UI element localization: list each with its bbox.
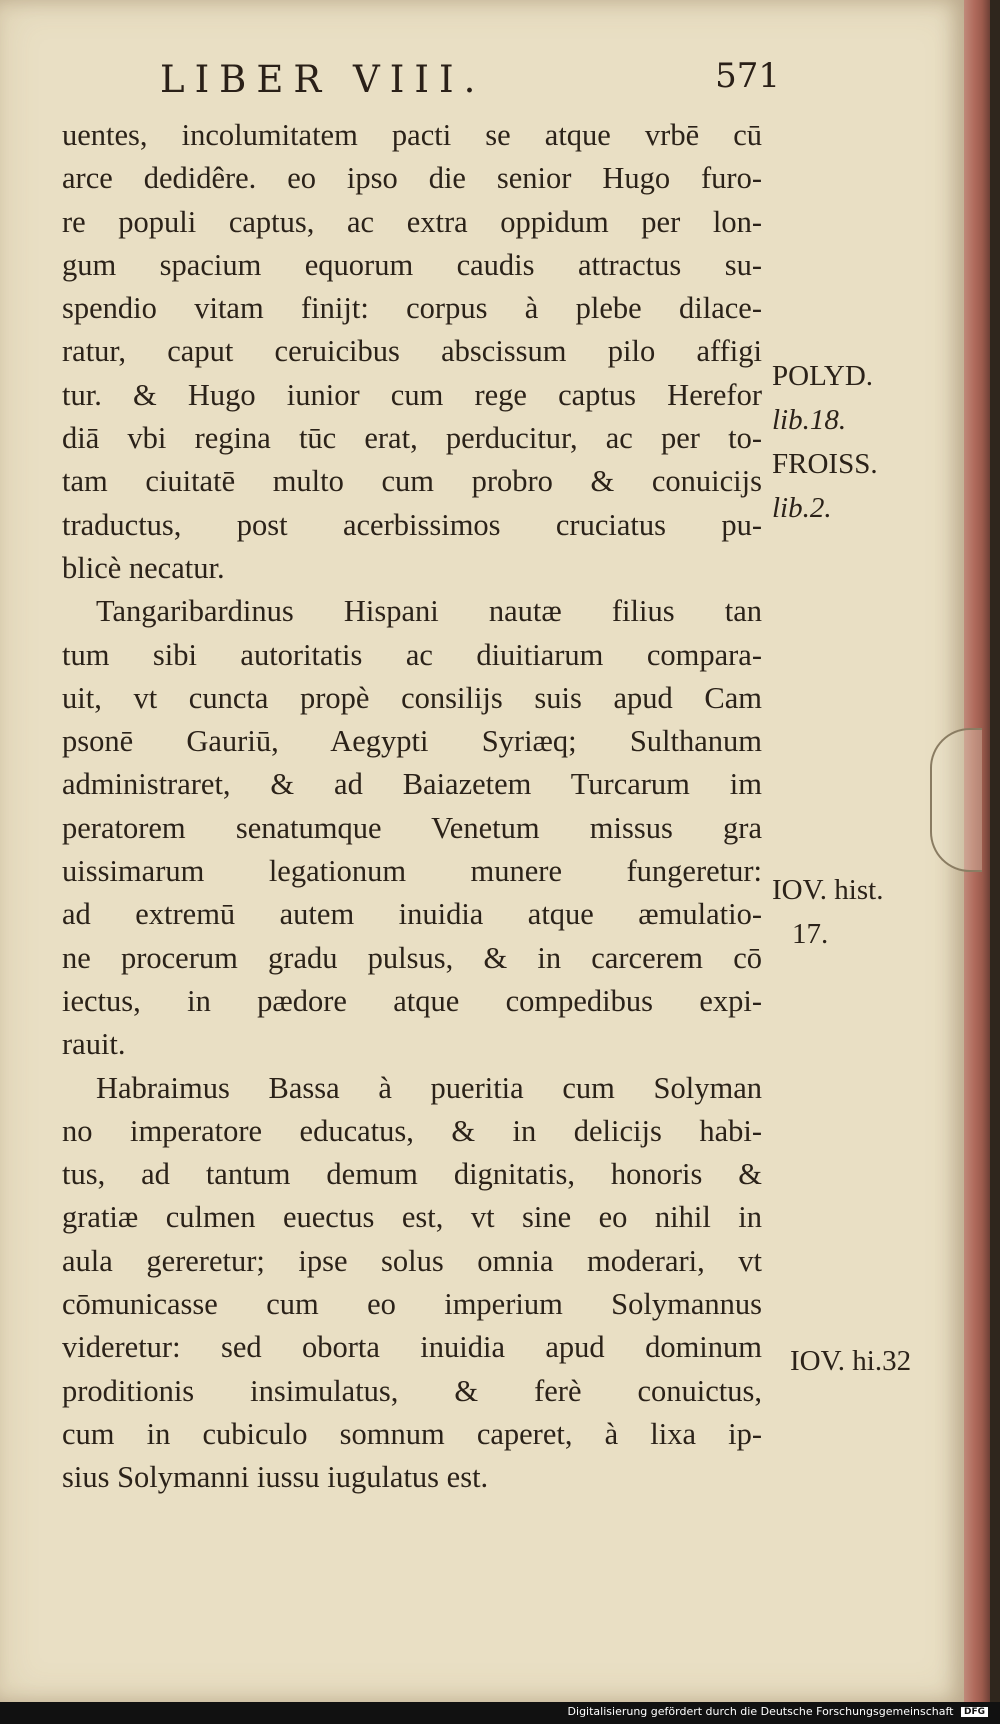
text-line: Habraimus Bassa à pueritia cum Solyman bbox=[96, 1070, 762, 1105]
bookmark-tab bbox=[930, 728, 982, 872]
text-line: arce dedidêre. eo ipso die senior Hugo furo- bbox=[62, 161, 762, 196]
margin-note-iov-hi32: IOV. hi.32 bbox=[790, 1345, 912, 1377]
margin-note-lib2: lib.2. bbox=[772, 492, 832, 524]
footer-credit bbox=[568, 1705, 988, 1721]
footer-credit-text: Digitalisierung gefördert durch die Deutsche Forschungsgemeinschaft bbox=[567, 1705, 954, 1718]
text-line: no imperatore educatus, & in delicijs habi- bbox=[62, 1113, 762, 1148]
text-line: tur. & Hugo iunior cum rege captus Herefor bbox=[62, 377, 762, 412]
text-line: diā vbi regina tūc erat, perducitur, ac per to- bbox=[62, 421, 762, 456]
margin-note-lib18: lib.18. bbox=[772, 404, 847, 436]
text-line: proditionis insimulatus, & ferè conuictus, bbox=[62, 1373, 762, 1408]
margin-note-17: 17. bbox=[792, 918, 829, 950]
text-line: videretur: sed oborta inuidia apud dominum bbox=[62, 1330, 762, 1365]
text-line: peratorem senatumque Venetum missus gra bbox=[62, 810, 762, 845]
page-header bbox=[160, 52, 780, 108]
text-line: blicè necatur. bbox=[62, 550, 225, 585]
text-line: traductus, post acerbissimos cruciatus pu- bbox=[62, 507, 762, 542]
text-line: tum sibi autoritatis ac diuitiarum compara- bbox=[62, 637, 762, 672]
page-number: 571 bbox=[715, 56, 780, 96]
text-line: re populi captus, ac extra oppidum per lon- bbox=[62, 204, 762, 239]
text-line: ne procerum gradu pulsus, & in carcerem cō bbox=[62, 940, 762, 975]
text-line: aula gereretur; ipse solus omnia moderari, vt bbox=[62, 1243, 762, 1278]
main-text-block bbox=[62, 114, 762, 1500]
text-line: administraret, & ad Baiazetem Turcarum im bbox=[62, 767, 762, 802]
text-line: uentes, incolumitatem pacti se atque vrbē cū bbox=[62, 118, 762, 152]
margin-note-froiss: FROISS. bbox=[772, 448, 878, 480]
text-line: rauit. bbox=[62, 1027, 126, 1062]
text-line: uit, vt cuncta propè consilijs suis apud Cam bbox=[62, 680, 762, 715]
margin-note-iov-hist: IOV. hist. bbox=[772, 874, 884, 906]
text-line: Tangaribardinus Hispani nautæ filius tan bbox=[96, 594, 762, 629]
text-line: tus, ad tantum demum dignitatis, honoris & bbox=[62, 1157, 762, 1192]
text-line: gum spacium equorum caudis attractus su- bbox=[62, 247, 762, 282]
dfg-logo: DFG bbox=[961, 1707, 988, 1717]
text-line: psonē Gauriū, Aegypti Syriæq; Sulthanum bbox=[62, 724, 762, 759]
text-line: sius Solymanni iussu iugulatus est. bbox=[62, 1460, 489, 1495]
text-line: cōmunicasse cum eo imperium Solymannus bbox=[62, 1287, 762, 1322]
text-line: uissimarum legationum munere fungeretur: bbox=[62, 854, 762, 889]
text-line: spendio vitam finijt: corpus à plebe dilace- bbox=[62, 291, 762, 326]
text-line: cum in cubiculo somnum caperet, à lixa ip- bbox=[62, 1416, 762, 1451]
text-line: gratiæ culmen euectus est, vt sine eo nihil in bbox=[62, 1200, 762, 1235]
text-line: tam ciuitatē multo cum probro & conuicijs bbox=[62, 464, 762, 499]
running-title: LIBER VIII. bbox=[160, 58, 486, 101]
text-line: ratur, caput ceruicibus abscissum pilo affigi bbox=[62, 334, 762, 369]
margin-note-polyd: POLYD. bbox=[772, 360, 874, 392]
text-line: ad extremū autem inuidia atque æmulatio- bbox=[62, 897, 762, 932]
text-line: iectus, in pædore atque compedibus expi- bbox=[62, 983, 762, 1018]
